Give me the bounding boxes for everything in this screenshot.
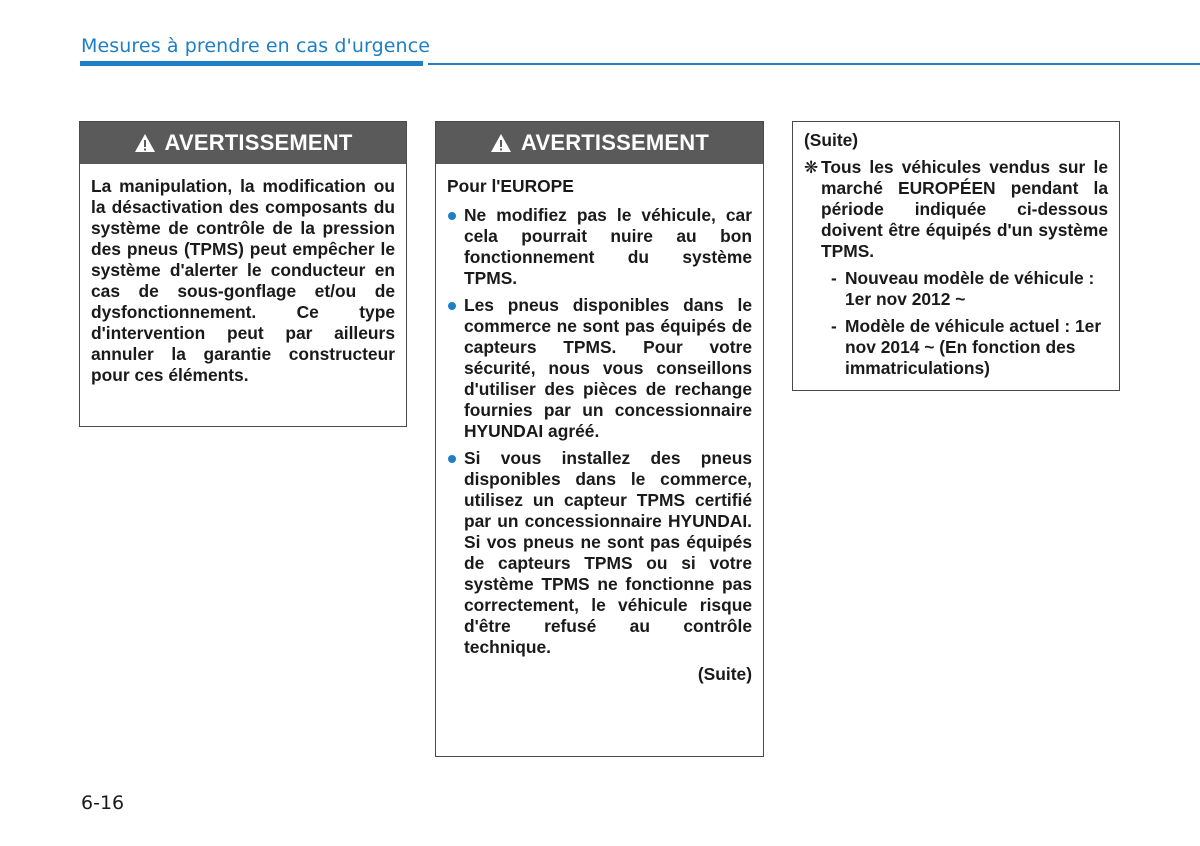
warning-heading: AVERTISSEMENT (521, 130, 709, 155)
warning-body: La manipulation, la modification ou la désactivation des composants du système de contrôle de la pression des pneus (TPMS) peut empêcher le système d'alerter le conducteur en cas de sous-gonflage et/ou de dysfonctionnement. Ce type d'intervention peut par ailleurs annuler la garantie constructeur pour ces éléments. (91, 176, 395, 385)
date-item (804, 316, 1108, 379)
continued-label: (Suite) (697, 664, 752, 684)
bullet-item: Si vous installez des pneus disponibles dans le commerce, utilisez un capteur TPMS certifié par un concessionnaire HYUNDAI. Si vos pneus ne sont pas équipés de capteurs TPMS ou si votre système TPMS ne fonctionne pas correctement, le véhicule risque d'être refusé au contrôle technique. (447, 448, 752, 658)
warning-triangle-icon (490, 133, 512, 153)
warning-triangle-icon (134, 133, 156, 153)
date-list (804, 268, 1108, 379)
bullet-list (447, 205, 752, 658)
warning-header (436, 122, 763, 164)
date-item-text: Nouveau modèle de véhicule : 1er nov 2012 ~ (845, 268, 1095, 309)
warning-heading: AVERTISSEMENT (164, 130, 353, 155)
bullet-item: Les pneus disponibles dans le commerce ne sont pas équipés de capteurs TPMS. Pour votre sécurité, nous vous conseillons d'utiliser des pièces de rechange fournies par un concessionnaire HYUNDAI agréé. (447, 295, 752, 442)
continuation-body (793, 122, 1119, 397)
warning-box-2 (435, 121, 764, 757)
dash-marker: - (831, 316, 837, 336)
header-rule-thick (80, 61, 423, 66)
date-item-text: Modèle de véhicule actuel : 1er nov 2014 ~ (En fonction des immatriculations) (845, 316, 1102, 378)
asterisk-icon: ❋ (804, 158, 819, 177)
note-text: Tous les véhicules vendus sur le marché EUROPÉEN pendant la période indiquée ci-dessous doivent être équipés d'un système TPMS. (821, 157, 1108, 261)
warning-body (436, 164, 763, 697)
continued-label: (Suite) (804, 130, 859, 150)
section-title: Mesures à prendre en cas d'urgence (81, 35, 431, 57)
continuation-box (792, 121, 1120, 391)
dash-marker: - (831, 268, 837, 288)
warning-box-1 (79, 121, 407, 427)
region-intro: Pour l'EUROPE (447, 176, 574, 196)
bullet-item: Ne modifiez pas le véhicule, car cela pourrait nuire au bon fonctionnement du système TPMS. (447, 205, 752, 289)
warning-header (80, 122, 406, 164)
header-rule-thin (428, 63, 1200, 65)
note-block (804, 157, 1108, 262)
date-item (804, 268, 1108, 310)
page-number: 6-16 (81, 792, 125, 814)
